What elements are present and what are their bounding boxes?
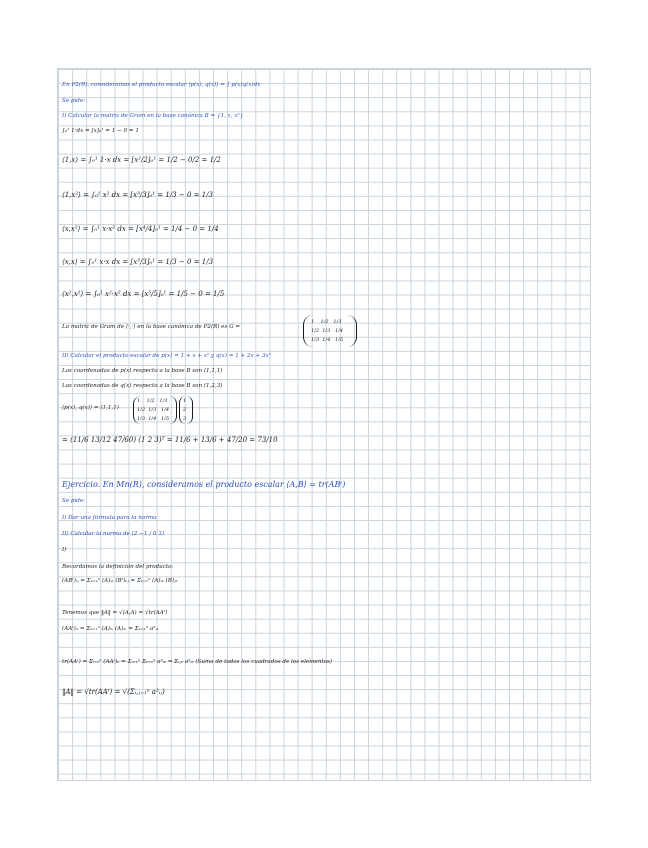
note-line: Las coordenadas de q(x) respecto a la base B son (1,2,3) [62, 383, 223, 389]
equation-line: = (11/6 13/12 47/60) (1 2 3)ᵀ = 11/6 + 13/6 + 47/20 = 73/10 [62, 436, 278, 444]
note-line: La matriz de Gram de ⟨·,·⟩ en la base canónica de P2(R) es G = [62, 324, 241, 330]
equation-line: ⟨x²,x²⟩ = ∫₀¹ x²·x² dx = [x⁵/5]₀¹ = 1/5 − 0 = 1/5 [62, 290, 225, 298]
equation-line: ⟨1,x²⟩ = ∫₀¹ x² dx = [x³/3]₀¹ = 1/3 − 0 = 1/3 [62, 191, 213, 199]
left-matrix: 1 1/2 1/3 1/2 1/3 1/4 1/3 1/4 1/5 [137, 398, 170, 422]
graph-paper-sheet [57, 68, 591, 781]
equation-line: tr(AAᵗ) = Σᵢ₌₁ⁿ (AAᵗ)ᵢᵢ = Σᵢ₌₁ⁿ Σₖ₌₁ⁿ a²ᵢₖ = Σᵢ,ₖ a²ᵢₖ (Suma de todos los cuadrados de los elementos) [62, 659, 333, 665]
note-line: I) Calcular la matriz de Gram en la base canónica B = {1, x, x²} [62, 113, 244, 119]
equation-line: Tenemos que ‖A‖ = √⟨A,A⟩ = √tr(AAᵗ) [62, 610, 168, 616]
equation-line: ‖A‖ = √tr(AAᵗ) = √(Σᵢ,ⱼ₌₁ⁿ a²ᵢⱼ) [62, 688, 165, 696]
equation-line: (AAᵗ)ᵢᵢ = Σₖ₌₁ⁿ (A)ᵢₖ (A)ᵢₖ = Σₖ₌₁ⁿ a²ᵢₖ [62, 626, 159, 632]
note-line: II) Calcular el producto escalar de p(x) = 1 + x + x² y q(x) = 1 + 2x + 3x² [62, 353, 271, 359]
note-line: I) Dar una fórmula para la norma [62, 515, 157, 521]
note-line: Recordamos la definición del producto: [62, 564, 174, 570]
note-line: ⟨p(x), q(x)⟩ = (1,1,1) [62, 405, 119, 411]
equation-line: ⟨1,x⟩ = ∫₀¹ 1·x dx = [x²/2]₀¹ = 1/2 − 0/2 = 1/2 [62, 156, 221, 164]
equation-line: ⟨x,x⟩ = ∫₀¹ x·x dx = [x³/3]₀¹ = 1/3 − 0 = 1/3 [62, 258, 214, 266]
equation-line: ⟨x,x²⟩ = ∫₀¹ x·x² dx = [x⁴/4]₀¹ = 1/4 − 0 = 1/4 [62, 225, 219, 233]
note-line: I) [62, 547, 67, 553]
gram-matrix: 1 1/2 1/3 1/2 1/3 1/4 1/3 1/4 1/5 [311, 319, 344, 343]
note-line: ∫₀¹ 1·dx = [x]₀¹ = 1 − 0 = 1 [62, 128, 139, 134]
note-line: Las coordenadas de p(x) respecto a la base B son (1,1,1) [62, 368, 223, 374]
heading-line: Ejercicio. En Mn(R), consideramos el producto escalar ⟨A,B⟩ = tr(ABᵗ) [62, 480, 346, 489]
heading-line: En P2(R), consideramos el producto escalar ⟨p(x), q(x)⟩ = ∫ p(x)q(x)dx [62, 82, 261, 88]
note-line: II) Calcular la norma de (2 −1 / 0 3) [62, 531, 165, 537]
note-line: Se pide: [62, 498, 86, 504]
note-line: Se pide: [62, 98, 86, 104]
column-vector: 1 2 3 [183, 398, 187, 422]
equation-line: (ABᵗ)ᵢⱼ = Σₖ₌₁ⁿ (A)ᵢₖ (Bᵗ)ₖⱼ = Σₖ₌₁ⁿ (A)ᵢₖ (B)ⱼₖ [62, 578, 178, 584]
